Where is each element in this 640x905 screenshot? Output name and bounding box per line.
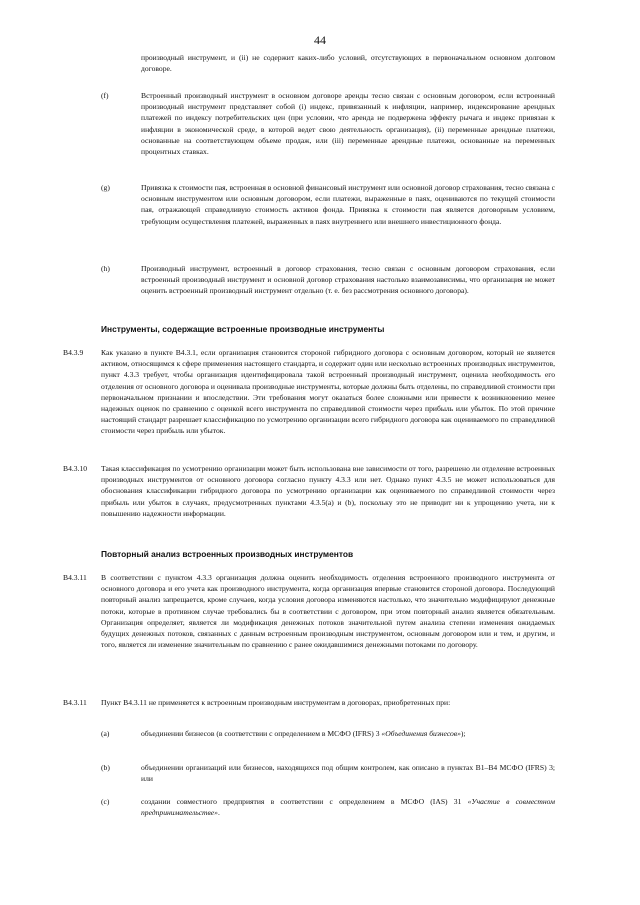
citation-ifrs3: «Объединения бизнесов» bbox=[381, 729, 461, 738]
para-label-b4310: B4.3.10 bbox=[63, 464, 88, 473]
citation-ias31: «Участие в совместном предпринимательстве» bbox=[141, 797, 555, 818]
item-text-a: объединении бизнесов (в соответствии с определением в МСФО (IFRS) 3 «Объединения бизнесов»); bbox=[141, 729, 466, 738]
para-label-b4311: B4.3.11 bbox=[63, 573, 87, 582]
para-text-b4311: В соответствии с пунктом 4.3.3 организация должна оценить необходимость отделения встроенного производного инструмента от основного договора и его учета как производного инструмента, когда организация впервые становится стороной договора. Последующий повторный анализ запрещается, кроме случаев, когда условия договора изменяются настолько, что значительно модифицируют денежные потоки, которые в противном случае требовались бы в соответствии с договором, при этом повторный анализ является обязательным. Организация определяет, является ли модификация денежных потоков значительной путем анализа степени изменения ожидаемых будущих денежных потоков, связанных с данным встроенным производным инструментом, основным договором или и тем, и другим, и того, является ли изменение значительным по сравнению с ранее ожидавшимися денежными потоками по договору. bbox=[101, 573, 555, 650]
item-text-h: Производный инструмент, встроенный в договор страхования, тесно связан с основным договором страхования, если встроенный производный инструмент и основной договор страхования настолько взаимозависимы, что организация не может оценить встроенный производный инструмент отдельно (т. е. без рассмотрения основного договора). bbox=[141, 264, 555, 296]
item-label-g: (g) bbox=[101, 183, 110, 192]
item-label-a: (a) bbox=[101, 729, 110, 738]
para-text-b4310: Такая классификация по усмотрению организации может быть использована вне зависимости от того, разрешено ли отделение встроенных производных инструментов от основного договора согласно пункту 4.3.3 или нет. Однако пункт 4.3.5 не может использоваться для обоснования классификации гибридного договора по усмотрению организации как оцениваемого по справедливой стоимости через прибыль или убыток в случаях, предусмотренных пунктами 4.3.5(a) и (b), поскольку это не приводит ни к упрощению учета, ни к повышению надежности информации. bbox=[101, 464, 555, 518]
item-text-f: Встроенный производный инструмент в основном договоре аренды тесно связан с основным договором, если встроенный производный инструмент представляет собой (i) индекс, привязанный к инфляции, например, индексирование арендных платежей по индексу потребительских цен (при условии, что аренда не подвержена эффекту рычага и индекс привязан к инфляции в экономической среде, в которой ведет свою деятельность организация), (ii) переменные арендные платежи, основанные на соответствующем объеме продаж, или (iii) переменные арендные платежи, основанные на переменных процентных ставках. bbox=[141, 91, 555, 157]
section-heading-reassessment: Повторный анализ встроенных производных инструментов bbox=[101, 549, 354, 559]
item-label-b: (b) bbox=[101, 763, 110, 772]
intro-paragraph: производный инструмент, и (ii) не содержит каких-либо условий, отсутствующих в первоначальном основном долговом договоре. bbox=[141, 53, 555, 74]
para-text-b4311-scope: Пункт B4.3.11 не применяется к встроенным производным инструментам в договорах, приобретенных при: bbox=[101, 698, 451, 707]
para-text-b439: Как указано в пункте B4.3.1, если организация становится стороной гибридного договора с основным договором, который не является активом, относящимся к сфере применения настоящего стандарта, и содержит один или несколько встроенных производных инструментов, пункт 4.3.3 требует, чтобы организация идентифицировала такой встроенный производный инструмент, оценила необходимость его отделения от основного договора и оценивала производные инструменты, которые должны быть отделены, по справедливой стоимости при первоначальном признании и впоследствии. Эти требования могут оказаться более сложными или привести к возникновению менее надежных оценок по сравнению с оценкой всего инструмента по справедливой стоимости через прибыль или убыток. По этой причине настоящий стандарт разрешает классификацию по усмотрению организации всего гибридного договора как оцениваемого по справедливой стоимости через прибыль или убыток. bbox=[101, 348, 555, 436]
item-label-f: (f) bbox=[101, 91, 109, 100]
item-label-c: (c) bbox=[101, 797, 110, 806]
page-number: 44 bbox=[314, 33, 326, 47]
item-text-g: Привязка к стоимости пая, встроенная в основной финансовый инструмент или основной договор страхования, тесно связана с основным инструментом или основным договором, если платежи, выраженные в паях, оцениваются по текущей стоимости пая, отражающей справедливую стоимость активов фонда. Привязка к стоимости пая является договорным условием, требующим осуществления платежей, выраженных в паях внутреннего или внешнего инвестиционного фонда. bbox=[141, 183, 555, 226]
item-text-b: объединении организаций или бизнесов, находящихся под общим контролем, как описано в пунктах B1–B4 МСФО (IFRS) 3; или bbox=[141, 763, 555, 784]
para-label-b439: B4.3.9 bbox=[63, 348, 84, 357]
para-label-b4311-scope: B4.3.11 bbox=[63, 698, 87, 707]
section-heading-instruments: Инструменты, содержащие встроенные производные инструменты bbox=[101, 324, 385, 334]
item-text-c: создании совместного предприятия в соответствии с определением в МСФО (IAS) 31 «Участие в совместном предпринимательстве». bbox=[141, 797, 555, 818]
item-label-h: (h) bbox=[101, 264, 110, 273]
